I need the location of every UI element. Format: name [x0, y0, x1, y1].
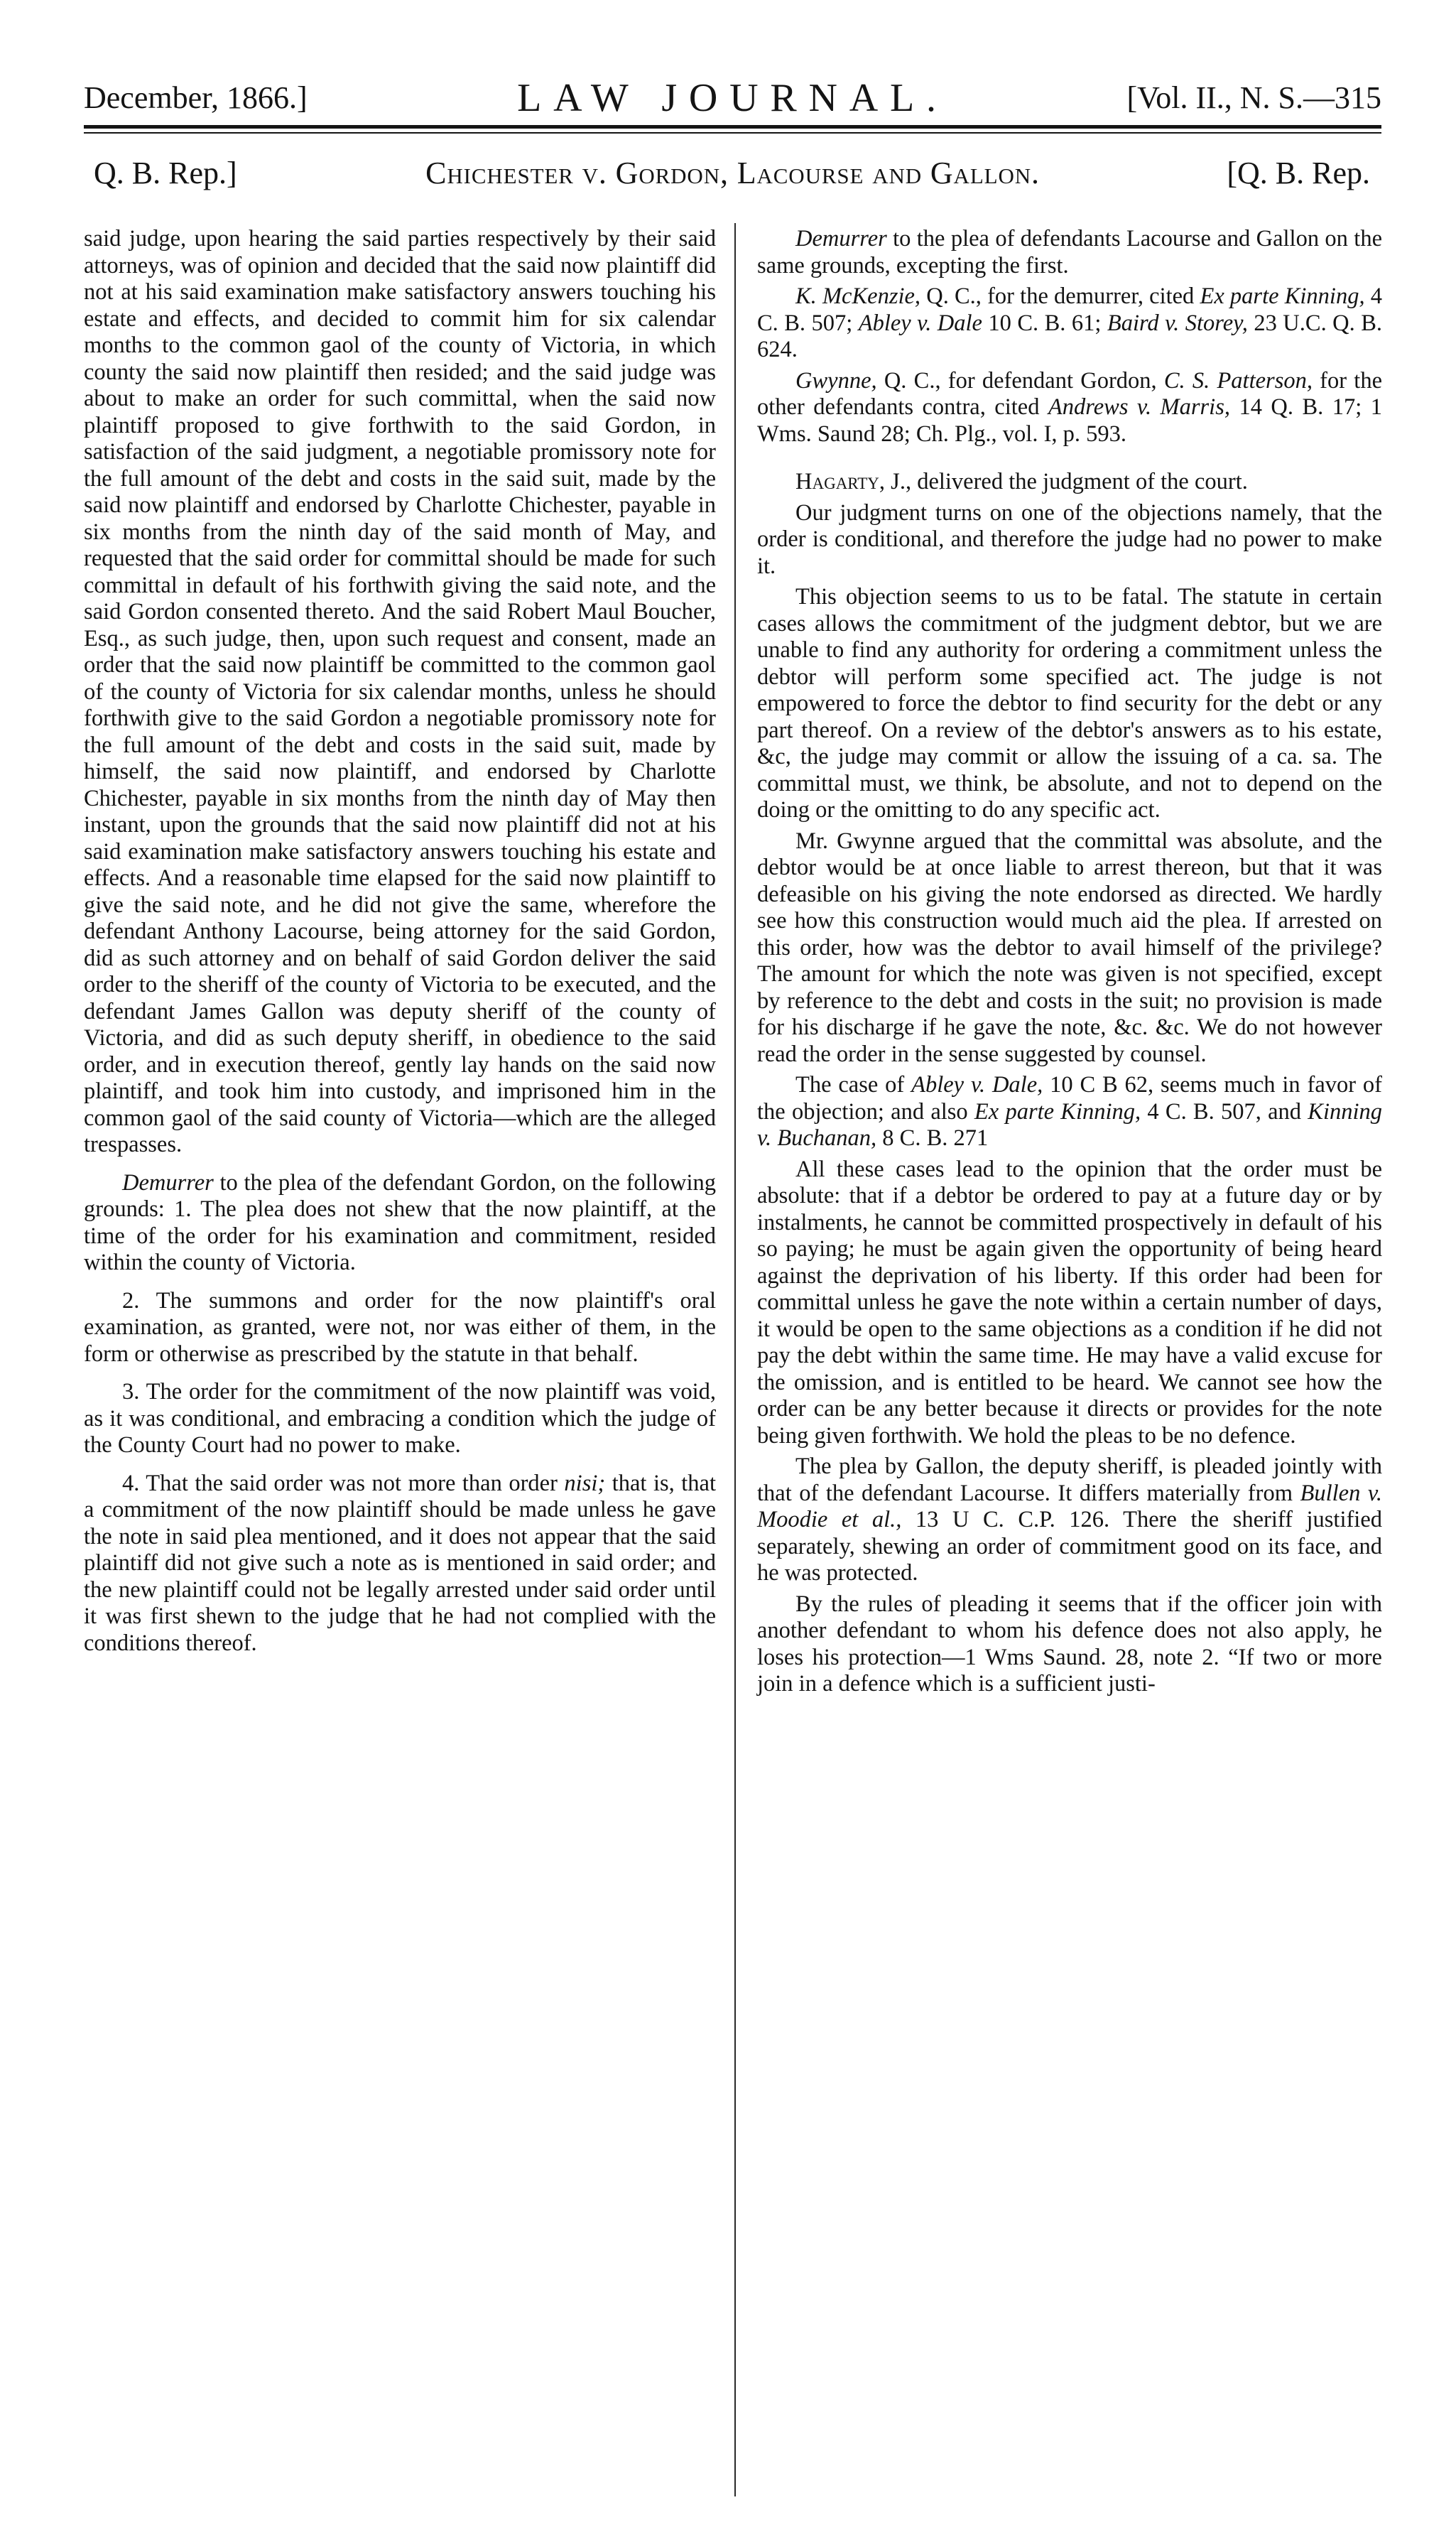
paragraph: Our judgment turns on one of the objections namely, that the order is conditional, and therefore the judge had no power to make it.: [757, 499, 1382, 579]
header-volume: [Vol. II., N. S.—315: [1126, 80, 1381, 115]
case-citation: Abley v. Dale,: [911, 1072, 1043, 1098]
paragraph: 3. The order for the commitment of the now plaintiff was void, as it was conditional, and embracing a condition which the judge of the County Court had no power to make.: [84, 1379, 716, 1458]
column-divider: [734, 223, 736, 2496]
paragraph: Hagarty, J., delivered the judgment of the court.: [795, 469, 1248, 494]
paragraph: By the rules of pleading it seems that if the officer join with another defendant to whom his defence does not also apply, he loses his protection—1 Wms Saund. 28, note 2. “If two or more join in a defence which is a sufficient justi-: [757, 1591, 1382, 1697]
paragraph: 2. The summons and order for the now plaintiff's oral examination, as granted, were not, nor was either of them, in the form or otherwise as prescribed by the statute in that behalf.: [84, 1287, 716, 1367]
header-rule-thick: [84, 125, 1381, 129]
header-rule-thin: [84, 132, 1381, 134]
right-column: [757, 226, 1382, 1702]
case-citation: Kinning v. Buchanan,: [757, 1098, 1383, 1151]
case-citation: Baird v. Storey,: [1107, 310, 1248, 336]
paragraph: said judge, upon hearing the said parties respectively by their said attorneys, was of opinion and decided that the said now plaintiff did not at his said examination make satisfactory answers touching his estate and effects, and decided to commit him for six calendar months to the common gaol of the county of Victoria, in which county the said now plaintiff then resided; and the said judge was about to make an order for such committal, when the said now plaintiff proposed to give forthwith to the said Gordon, in satisfaction of the said judgment, a negotiable promissory note for the full amount of the debt and costs in the said suit, made by the said now plaintiff and endorsed by Charlotte Chichester, payable in six months from the ninth day of the said month of May, and requested that the said order for committal should be made for such committal in default of his forthwith giving the said note, and the said Gordon consented thereto. And the said Robert Maul Boucher, Esq., as such judge, then, upon such request and consent, made an order that the said now plaintiff be committed to the common gaol of the county of Victoria for six calendar months, unless he should forthwith give to the said Gordon a negotiable promissory note for the full amount of the debt and costs in the said suit, made by himself, the said now plaintiff, and endorsed by Charlotte Chichester, payable in six months from the ninth day of May then instant, upon the grounds that the said now plaintiff did not at his said examination make satisfactory answers touching his estate and effects. And a reasonable time elapsed for the said now plaintiff to give the said note, and he did not give the same, wherefore the defendant Anthony Lacourse, being attorney for the said Gordon, did as such attorney and on behalf of said Gordon deliver the said order to the sheriff of the county of Victoria to be executed, and the defendant James Gallon was deputy sheriff of the county of Victoria, and did as such deputy sheriff, in obedience to the said order, and in execution thereof, gently lay hands on the said now plaintiff, and took him into custody, and imprisoned him in the common gaol of the said county of Victoria—which are the alleged trespasses.: [84, 226, 716, 1157]
case-citation: Ex parte Kinning,: [1200, 283, 1365, 309]
paragraph: Demurrer to the plea of defendants Lacourse and Gallon on the same grounds, excepting the first.: [757, 226, 1382, 278]
case-citation: Bullen v. Moodie et al.,: [757, 1480, 1382, 1532]
paragraph: 4. That the said order was not more than order nisi; that is, that a commitment of the now plaintiff should be made unless he gave the note in said plea mentioned, and it does not appear that the said plaintiff did not give such a note as is mentioned in said order; and the new plaintiff could not be legally arrested under said order until it was first shewn to the judge that he had not complied with the conditions thereof.: [84, 1470, 716, 1656]
running-header: [84, 65, 1381, 118]
left-column: [84, 226, 716, 1668]
case-citation: Ex parte Kinning,: [974, 1098, 1141, 1125]
paragraph: Gwynne, Q. C., for defendant Gordon, C. S. Patterson, for the other defendants contra, cited Andrews v. Marris, 14 Q. B. 17; 1 Wms. Saund 28; Ch. Plg., vol. I, p. 593.: [757, 367, 1382, 447]
counsel-name: Gwynne,: [795, 367, 877, 394]
paragraph: The case of Abley v. Dale, 10 C B 62, seems much in favor of the objection; and also Ex parte Kinning, 4 C. B. 507, and Kinning v. Buchanan, 8 C. B. 271: [757, 1072, 1383, 1151]
italic-term: nisi;: [564, 1470, 606, 1496]
report-left: Q. B. Rep.]: [94, 156, 237, 190]
report-right: [Q. B. Rep.: [1227, 156, 1370, 190]
judge-name: Hagarty, J.,: [795, 469, 912, 494]
paragraph: Mr. Gwynne argued that the committal was absolute, and the debtor would be at once liable to arrest thereon, but that it was defeasible on his giving the note endorsed as directed. We hardly see how this construction would much aid the plea. If arrested on this order, how was the debtor to avail himself of the privilege? The amount for which the note was given is not specified, except by reference to the debt and costs in the suit; no provision is made for his discharge if he gave the note, &c. &c. We do not however read the order in the sense suggested by counsel.: [757, 828, 1382, 1067]
header-date: December, 1866.]: [84, 80, 308, 115]
counsel-name: C. S. Patterson,: [1163, 367, 1313, 394]
case-citation: Andrews v. Marris,: [1048, 394, 1230, 420]
counsel-name: K. McKenzie,: [795, 283, 921, 309]
header-journal-title: LAW JOURNAL.: [517, 76, 948, 120]
paragraph: This objection seems to us to be fatal. The statute in certain cases allows the commitment of the judgment debtor, but we are unable to find any authority for ordering a commitment unless the debtor will perform some specified act. The judge is not empowered to force the debtor to find security for the debt or any part thereof. On a review of the debtor's answers as to his estate, &c, the judge may commit or allow the issuing of a ca. sa. The committal must, we think, be absolute, and not to depend on the doing or the omitting to do any specific act.: [757, 584, 1382, 823]
case-title: Chichester v. Gordon, Lacourse and Gallon.: [425, 156, 1040, 190]
paragraph: The plea by Gallon, the deputy sheriff, is pleaded jointly with that of the defendant Lacourse. It differs materially from Bullen v. Moodie et al., 13 U C. C.P. 126. There the sheriff justified separately, shewing an order of commitment good on its face, and he was protected.: [757, 1454, 1383, 1586]
italic-term: Demurrer: [795, 226, 887, 251]
paragraph: K. McKenzie, Q. C., for the demurrer, cited Ex parte Kinning, 4 C. B. 507; Abley v. Dale 10 C. B. 61; Baird v. Storey, 23 U.C. Q. B. 624.: [757, 283, 1382, 362]
italic-term: Demurrer: [122, 1169, 214, 1196]
paragraph: All these cases lead to the opinion that the order must be absolute: that if a debtor be ordered to pay at a future day or by instalments, he cannot be committed prospectively in default of his so paying; he must be again given the opportunity of being heard against the deprivation of his liberty. If this order had been for committal unless he gave the note within a certain number of days, it would be open to the same objections as a condition if he did not pay the debt within the same time. He may have a valid excuse for the omission, and is entitled to be heard. We cannot see how the order can be any better because it directs or provides for the note being given forthwith. We hold the pleas to be no defence.: [757, 1156, 1382, 1449]
case-header: [84, 146, 1381, 192]
case-citation: Abley v. Dale: [858, 310, 982, 336]
paragraph: Demurrer to the plea of the defendant Gordon, on the following grounds: 1. The plea does not shew that the now plaintiff, at the time of the order for his examination and commitment, resided within the county of Victoria.: [84, 1169, 716, 1275]
